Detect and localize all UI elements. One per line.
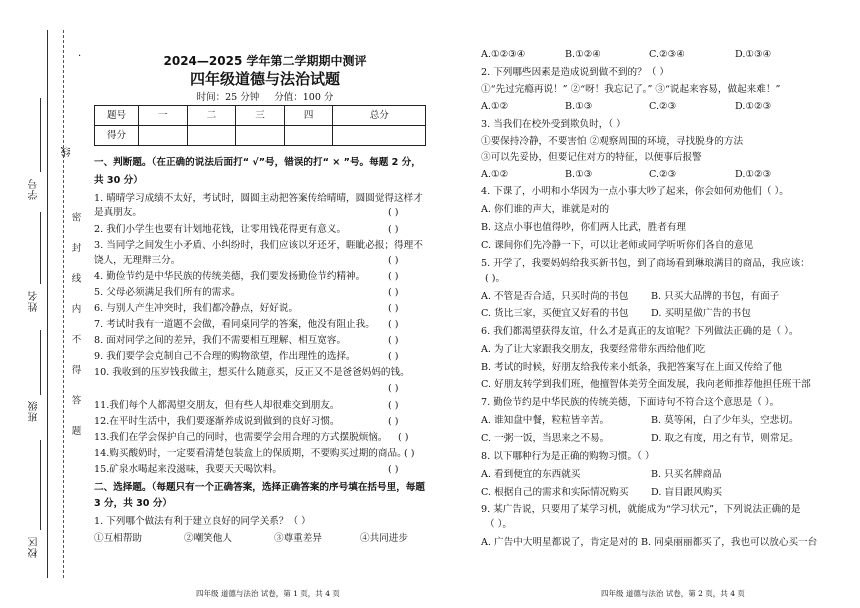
choice-q7-option-b: B. 莫等闲，白了少年头，空悲切。	[651, 415, 799, 426]
answer-paren[interactable]: ( )	[388, 351, 399, 362]
choice-q1-option: ①互相帮助	[94, 533, 142, 544]
choice-q6-option-a: A. 为了让大家跟我交朋友，我要经常带东西给他们吃	[481, 344, 706, 355]
judge-q9: 9. 我们要学会克制自己不合理的购物欲望，作出理性的选择。	[94, 351, 356, 362]
choice-q6-option-c: C. 好朋友转学到我们班，他擅智体美劳全面发展，我向老师推荐他担任班干部	[481, 379, 811, 390]
judge-q7: 7. 考试时我有一道题不会做，看同桌同学的答案，他没有阻止我。	[94, 319, 375, 330]
choice-q6-option-b: B. 考试的时候，好朋友给我传来小纸条，我把答案写在上面又传给了他	[481, 362, 782, 373]
score-input-cell[interactable]	[284, 126, 333, 146]
answer-paren[interactable]: ( )	[398, 432, 409, 443]
choice-q1-option: ④共同进步	[360, 533, 408, 544]
choice-q9-cont: （ ）。	[485, 519, 513, 530]
choice-q1-answer-d: D.①③④	[735, 49, 772, 60]
judge-q14: 14.购买酸奶时，一定要看清楚包装盒上的保质期，不要购买过期的商品。	[94, 448, 407, 459]
answer-paren[interactable]: ( )	[388, 416, 399, 427]
judge-q12: 12.在平时生活中，我们要逐渐养成说到做到的良好习惯。	[94, 416, 340, 427]
answer-paren[interactable]: ( )	[388, 255, 399, 266]
exam-title: 2024—2025 学年第二学期期中测评	[163, 54, 367, 68]
choice-q4-option-c: C. 课间你们先冷静一下，可以让老师或同学听听你们各自的意见	[481, 240, 754, 251]
choice-q3-items-cont: ③可以先妥协，但要记住对方的特征，以便事后报警	[481, 152, 702, 163]
judge-q15: 15.矿泉水喝起来没滋味，我要天天喝饮料。	[94, 464, 282, 475]
name-label: 姓名	[29, 290, 40, 312]
section-2-heading-cont: 3 分，共 30 分）	[94, 498, 173, 509]
score-table	[94, 105, 426, 146]
school-field[interactable]	[40, 440, 42, 530]
score-table-score-row	[95, 126, 426, 146]
choice-q5-option-a: A. 不管是否合适，只买时尚的书包	[481, 291, 629, 302]
judge-q13: 13.我们在学会保护自己的同时，也需要学会用合理的方式摆脱烦恼。	[94, 432, 388, 443]
page-footer: 四年级 道德与法治 试卷，第 1 页，共 4 页	[196, 589, 340, 598]
choice-q9-option-a: A. 广告中大明星都说了，肯定是对的 B. 同桌丽丽都买了，我也可以放心买一台	[481, 537, 818, 548]
judge-q1-cont: 是真朋友。	[94, 207, 142, 218]
score-cell: 总分	[333, 106, 426, 126]
choice-q8-option-b: B. 只买名牌商品	[651, 469, 722, 480]
choice-q8-option-a: A. 看到便宜的东西就买	[481, 469, 581, 480]
choice-q8: 8. 以下哪种行为是正确的购物习惯。（ ）	[481, 451, 655, 462]
binding-margin	[0, 0, 88, 608]
judge-q6: 6. 与别人产生冲突时，我们都冷静点，好好说。	[94, 303, 299, 314]
judge-q4: 4. 勤俭节约是中华民族的传统美德，我们要发扬勤俭节约精神。	[94, 271, 366, 282]
choice-q1-answer-a: A.①②③④	[481, 49, 526, 60]
id-label: 学号	[29, 178, 40, 200]
judge-q3-cont: 饶人，无理辩三分。	[94, 255, 181, 266]
id-field[interactable]	[40, 98, 42, 172]
choice-q3-answer-c: C.②③	[649, 169, 677, 180]
choice-q7-option-c: C. 一粥一饭，当思来之不易。	[481, 433, 610, 444]
choice-q2-answer-a: A.①②	[481, 101, 509, 112]
score-input-cell[interactable]	[333, 126, 426, 146]
score-cell: 一	[139, 106, 188, 126]
choice-q2-answer-c: C.②③	[649, 101, 677, 112]
score-cell: 得分	[95, 126, 139, 146]
choice-q4-option-b: B. 这点小事也值得吵，你们两人比武，胜者有理	[481, 222, 687, 233]
choice-q9: 9. 某广告说，只要用了某学习机，就能成为“学习状元”，下列说法正确的是	[481, 504, 801, 515]
choice-q2-answer-d: D.①②③	[735, 101, 772, 112]
corner-dot: ·	[78, 51, 82, 62]
choice-q7-option-a: A. 谁知盘中餐，粒粒皆辛苦。	[481, 415, 610, 426]
judge-q1: 1. 晴晴学习成绩不太好，考试时，圆圆主动把答案传给晴晴，圆圆觉得这样才	[94, 193, 423, 204]
choice-q5-cont: ( )。	[485, 273, 506, 284]
section-1-heading-cont: 共 30 分）	[94, 175, 143, 186]
answer-paren[interactable]: ( )	[388, 303, 399, 314]
choice-q2: 2. 下列哪些因素是造成说到做不到的？（ ）	[481, 67, 669, 78]
score-input-cell[interactable]	[187, 126, 236, 146]
choice-q8-option-c: C. 根据自己的需求和实际情况购买	[481, 487, 629, 498]
school-label: 校区	[29, 536, 40, 558]
choice-q5-option-d: D. 买明星做广告的书包	[651, 308, 751, 319]
choice-q2-answer-b: B.①③	[565, 101, 593, 112]
exam-score: 分值：100 分	[274, 92, 334, 103]
judge-q11: 11.我们每个人都渴望交朋友，但有些人却很难交到朋友。	[94, 400, 340, 411]
choice-q3: 3. 当我们在校外受到欺负时，（ ）	[481, 119, 626, 130]
seal-notice: 密 封 线 内 不 得 答 题	[69, 212, 81, 445]
score-cell: 二	[187, 106, 236, 126]
score-cell: 四	[284, 106, 333, 126]
choice-q3-answer-a: A.①②	[481, 169, 509, 180]
page-1	[88, 0, 442, 608]
exam-time: 时间：25 分钟	[196, 92, 260, 103]
page-footer: 四年级 道德与法治 试卷，第 2 页，共 4 页	[601, 589, 745, 598]
answer-paren[interactable]: ( )	[404, 448, 415, 459]
class-field[interactable]	[40, 330, 42, 395]
answer-paren[interactable]: ( )	[388, 464, 399, 475]
score-cell: 题号	[95, 106, 139, 126]
choice-q3-items: ①要保持冷静，不要害怕 ②观察周围的环境，寻找脱身的方法	[481, 136, 744, 147]
choice-q3-answer-b: B.①③	[565, 169, 593, 180]
answer-paren[interactable]: ( )	[388, 224, 399, 235]
answer-paren[interactable]: ( )	[388, 287, 399, 298]
judge-q8: 8. 面对同学之间的差异，我们不需要相互理解、相互宽容。	[94, 335, 347, 346]
score-input-cell[interactable]	[139, 126, 188, 146]
choice-q7: 7. 勤俭节约是中华民族的传统美德，下面诗句不符合这个意思是（ ）。	[481, 397, 780, 408]
choice-q1-option: ③尊重差异	[274, 533, 322, 544]
section-2-heading: 二、选择题。（每题只有一个正确答案，选择正确答案的序号填在括号里，每题	[94, 482, 425, 493]
answer-paren[interactable]: ( )	[388, 207, 399, 218]
class-label: 班级	[29, 400, 40, 422]
answer-paren[interactable]: ( )	[388, 400, 399, 411]
answer-paren[interactable]: ( )	[388, 319, 399, 330]
answer-paren[interactable]: ( )	[388, 271, 399, 282]
choice-q7-option-d: D. 取之有度，用之有节，则常足。	[651, 433, 799, 444]
page-2	[475, 0, 855, 608]
choice-q1-answer-c: C.②③④	[649, 49, 685, 60]
choice-q4: 4. 下课了，小明和小华因为一点小事大吵了起来，你会如何劝他们（ ）。	[481, 186, 789, 197]
name-field[interactable]	[40, 212, 42, 284]
choice-q2-items: ①“先过完瘾再说！” ②“呀！我忘记了。” ③“说起来容易，做起来难！”	[481, 84, 781, 95]
answer-paren[interactable]: ( )	[388, 383, 399, 394]
exam-subject: 四年级道德与法治试题	[189, 70, 340, 88]
binding-line	[47, 30, 48, 578]
judge-q2: 2. 我们小学生也要有计划地花钱，让零用钱花得更有意义。	[94, 224, 347, 235]
exam-meta	[88, 93, 442, 103]
judge-q5: 5. 父母必须满足我们所有的需求。	[94, 287, 241, 298]
judge-q10: 10. 我收到的压岁钱我做主，想买什么随意买，反正又不是爸爸妈妈的钱。	[94, 367, 410, 378]
answer-paren[interactable]: ( )	[388, 335, 399, 346]
choice-q4-option-a: A. 你们谁的声大，谁就是对的	[481, 204, 610, 215]
seal-dashed-line	[63, 30, 64, 578]
score-input-cell[interactable]	[236, 126, 285, 146]
choice-q8-option-d: D. 盲目跟风购买	[651, 487, 723, 498]
choice-q6: 6. 我们都渴望获得友谊，什么才是真正的友谊呢？下列做法正确的是（ ）。	[481, 326, 799, 337]
choice-q1-option: ②嘲笑他人	[184, 533, 232, 544]
choice-q5: 5. 开学了，我要妈妈给我买新书包，到了商场看到琳琅满目的商品，我应该：	[481, 258, 810, 269]
choice-q1: 1. 下列哪个做法有利于建立良好的同学关系？（ ）	[94, 516, 311, 527]
choice-q5-option-b: B. 只买大品牌的书包，有面子	[651, 291, 780, 302]
section-1-heading: 一、判断题。（在正确的说法后面打“ √”号，错误的打“ × ”号。每题 2 分，	[94, 157, 421, 168]
choice-q5-option-c: C. 货比三家，买便宜又好看的书包	[481, 308, 629, 319]
line-char: 线	[62, 146, 73, 157]
choice-q1-answer-b: B.①②④	[565, 49, 601, 60]
choice-q3-answer-d: D.①②③	[735, 169, 772, 180]
score-cell: 三	[236, 106, 285, 126]
score-table-header-row	[95, 106, 426, 126]
judge-q3: 3. 当同学之间发生小矛盾、小纠纷时，我们应该以牙还牙，睚眦必报；得理不	[94, 240, 423, 251]
